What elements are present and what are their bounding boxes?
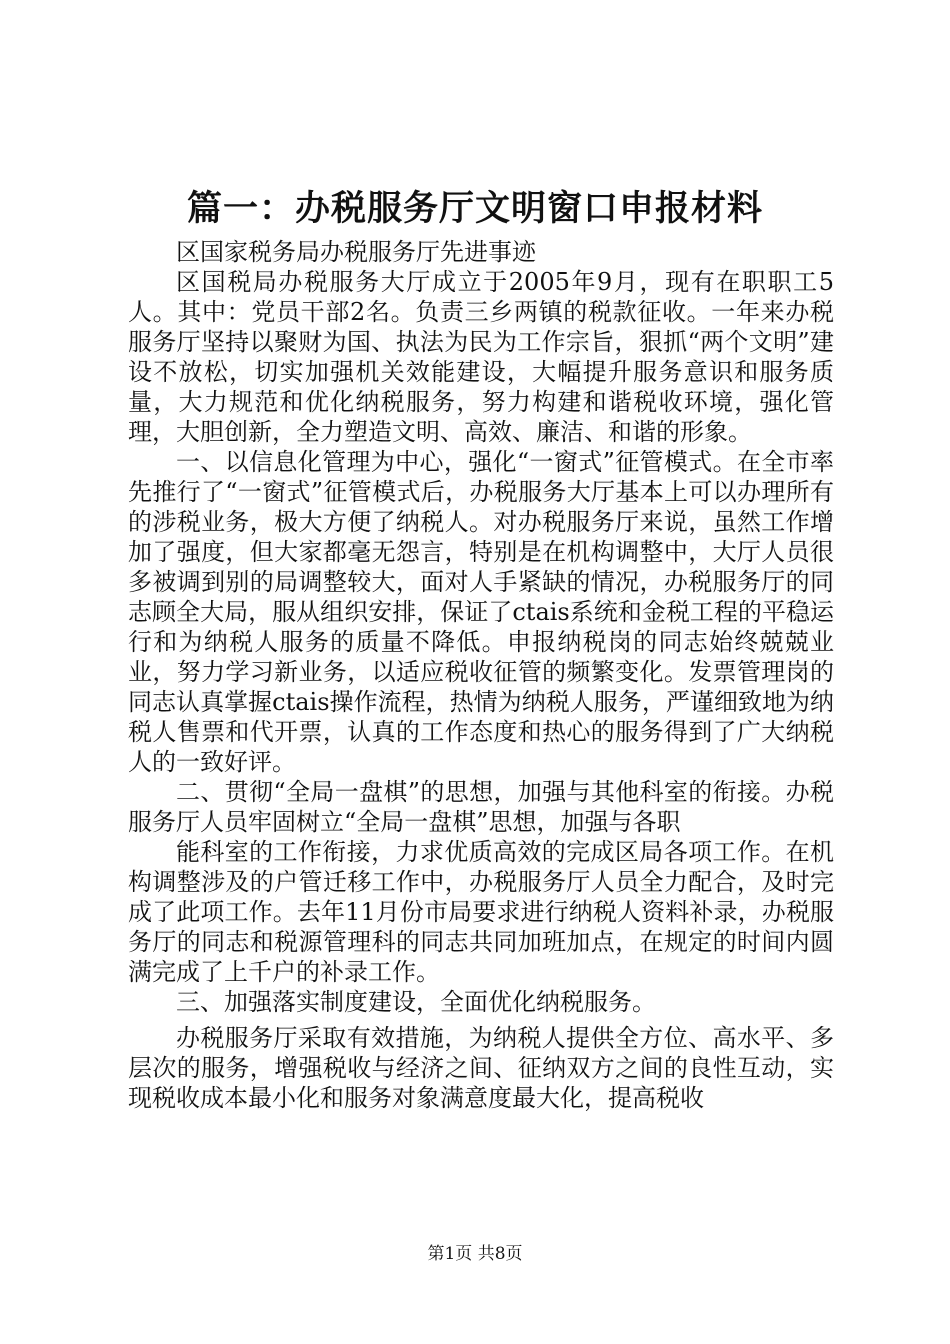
- section-two-paragraph: 二、贯彻“全局一盘棋”的思想，加强与其他科室的衔接。办税服务厅人员牢固树立“全局一盘棋”思想，加强与各职: [128, 778, 834, 836]
- intro-paragraph: 区国税局办税服务大厅成立于2005年9月，现有在职职工5人。其中：党员干部2名。负责三乡两镇的税款征收。一年来办税服务厅坚持以聚财为国、执法为民为工作宗旨，狠抓“两个文明”建设不放松，切实加强机关效能建设，大幅提升服务意识和服务质量，大力规范和优化纳税服务，努力构建和谐税收环境，强化管理，大胆创新，全力塑造文明、高效、廉洁、和谐的形象。: [128, 268, 834, 446]
- page-number-indicator: 第1页 共8页: [427, 1244, 523, 1264]
- document-body: [128, 237, 834, 1113]
- section-two-continuation-paragraph: 能科室的工作衔接，力求优质高效的完成区局各项工作。在机构调整涉及的户管迁移工作中，办税服务厅人员全力配合，及时完成了此项工作。去年11月份市局要求进行纳税人资料补录，办税服务厅的同志和税源管理科的同志共同加班加点，在规定的时间内圆满完成了上千户的补录工作。: [128, 838, 834, 986]
- subtitle-paragraph: 区国家税务局办税服务厅先进事迹: [176, 238, 536, 266]
- document-title: 篇一：办税服务厅文明窗口申报材料: [186, 188, 763, 229]
- section-one-paragraph: 一、以信息化管理为中心，强化“一窗式”征管模式。在全市率先推行了“一窗式”征管模式后，办税服务大厅基本上可以办理所有的涉税业务，极大方便了纳税人。对办税服务厅来说，虽然工作增加了强度，但大家都毫无怨言，特别是在机构调整中，大厅人员很多被调到别的局调整较大，面对人手紧缺的情况，办税服务厅的同志顾全大局，服从组织安排，保证了ctais系统和金税工程的平稳运行和为纳税人服务的质量不降低。申报纳税岗的同志始终兢兢业业，努力学习新业务，以适应税收征管的频繁变化。发票管理岗的同志认真掌握ctais操作流程，热情为纳税人服务，严谨细致地为纳税人售票和代开票，认真的工作态度和热心的服务得到了广大纳税人的一致好评。: [128, 448, 834, 776]
- page-footer: [0, 1243, 950, 1265]
- section-three-body-paragraph: 办税服务厅采取有效措施，为纳税人提供全方位、高水平、多层次的服务，增强税收与经济之间、征纳双方之间的良性互动，实现税收成本最小化和服务对象满意度最大化，提高税收: [128, 1024, 834, 1112]
- section-three-heading-paragraph: 三、加强落实制度建设，全面优化纳税服务。: [176, 988, 656, 1016]
